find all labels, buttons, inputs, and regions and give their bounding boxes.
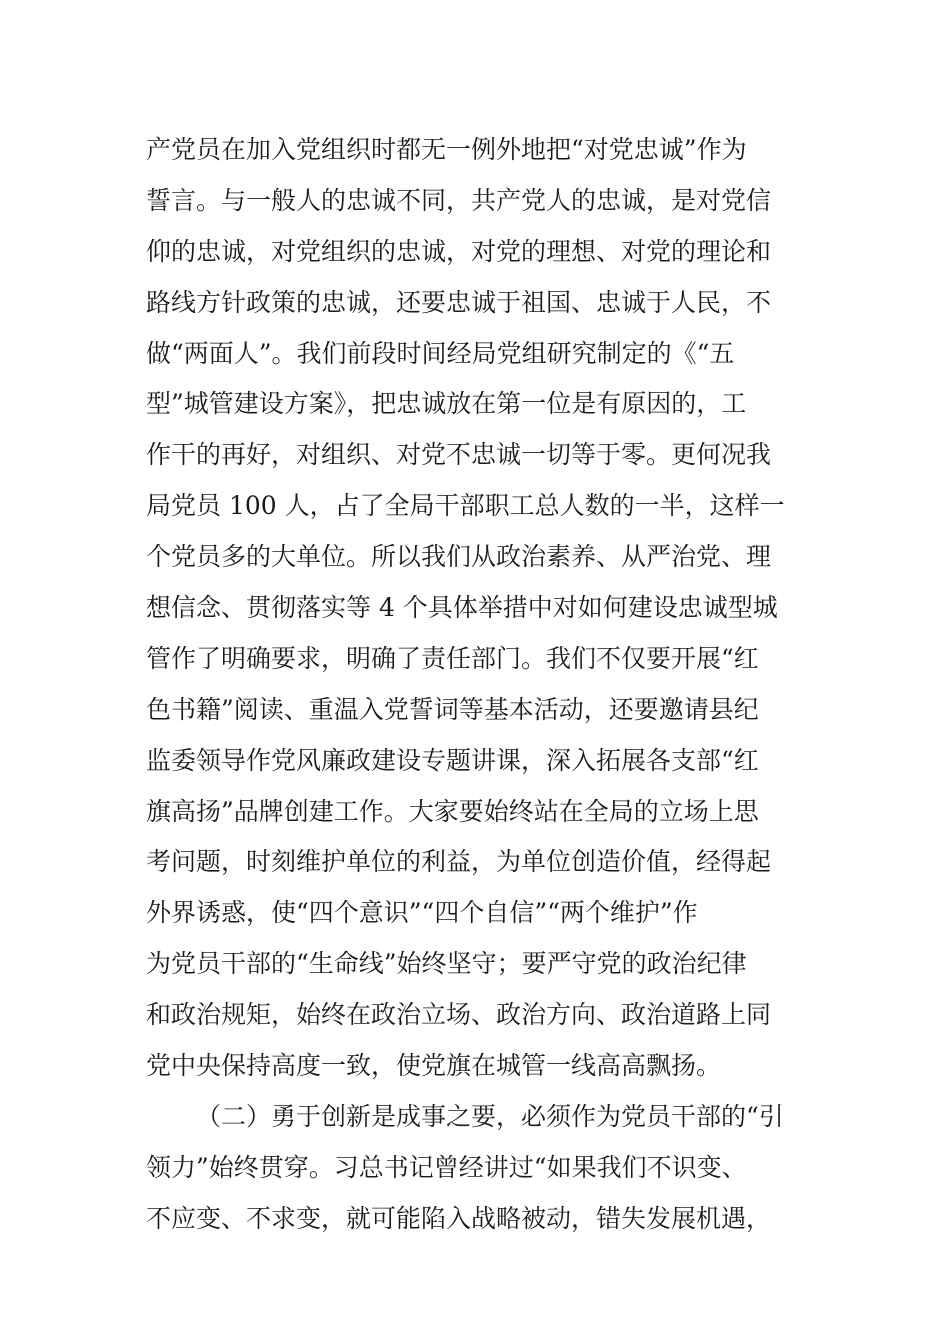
text-line: 色书籍”阅读、重温入党誓词等基本活动，还要邀请县纪 — [146, 694, 759, 724]
text-line: 不应变、不求变，就可能陷入战略被动，错失发展机遇， — [146, 1203, 772, 1233]
text-line: 型”城管建设方案》，把忠诚放在第一位是有原因的，工 — [146, 389, 747, 419]
text-line: 监委领导作党风廉政建设专题讲课，深入拓展各支部“红 — [146, 745, 759, 775]
body-text — [146, 125, 814, 1245]
text-line: 领力”始终贯穿。习总书记曾经讲过“如果我们不识变、 — [146, 1152, 747, 1182]
text-line: 局党员 100 人，占了全局干部职工总人数的一半，这样一 — [146, 491, 785, 521]
text-line: 和政治规矩，始终在政治立场、政治方向、政治道路上同 — [146, 1000, 772, 1030]
section-heading-line: （二）勇于创新是成事之要，必须作为党员干部的“引 — [196, 1101, 784, 1131]
text-line: 誓言。与一般人的忠诚不同，共产党人的忠诚，是对党信 — [146, 185, 772, 215]
text-line: 外界诱惑，使“四个意识”“四个自信”“两个维护”作 — [146, 898, 698, 928]
text-line: 作干的再好，对组织、对党不忠诚一切等于零。更何况我 — [146, 440, 772, 470]
text-line: 旗高扬”品牌创建工作。大家要始终站在全局的立场上思 — [146, 796, 759, 826]
text-line: 仰的忠诚，对党组织的忠诚，对党的理想、对党的理论和 — [146, 236, 772, 266]
text-line: 路线方针政策的忠诚，还要忠诚于祖国、忠诚于人民，不 — [146, 287, 772, 317]
text-line: 个党员多的大单位。所以我们从政治素养、从严治党、理 — [146, 542, 772, 572]
text-line: 为党员干部的“生命线”始终坚守；要严守党的政治纪律 — [146, 949, 747, 979]
text-line: 做“两面人”。我们前段时间经局党组研究制定的《“五 — [146, 338, 735, 368]
text-line: 管作了明确要求，明确了责任部门。我们不仅要开展“红 — [146, 643, 759, 673]
text-line: 想信念、贯彻落实等 4 个具体举措中对如何建设忠诚型城 — [146, 593, 778, 623]
text-line: 党中央保持高度一致，使党旗在城管一线高高飘扬。 — [146, 1051, 722, 1081]
text-line: 产党员在加入党组织时都无一例外地把“对党忠诚”作为 — [146, 135, 747, 164]
text-line: 考问题，时刻维护单位的利益，为单位创造价值，经得起 — [146, 847, 772, 877]
